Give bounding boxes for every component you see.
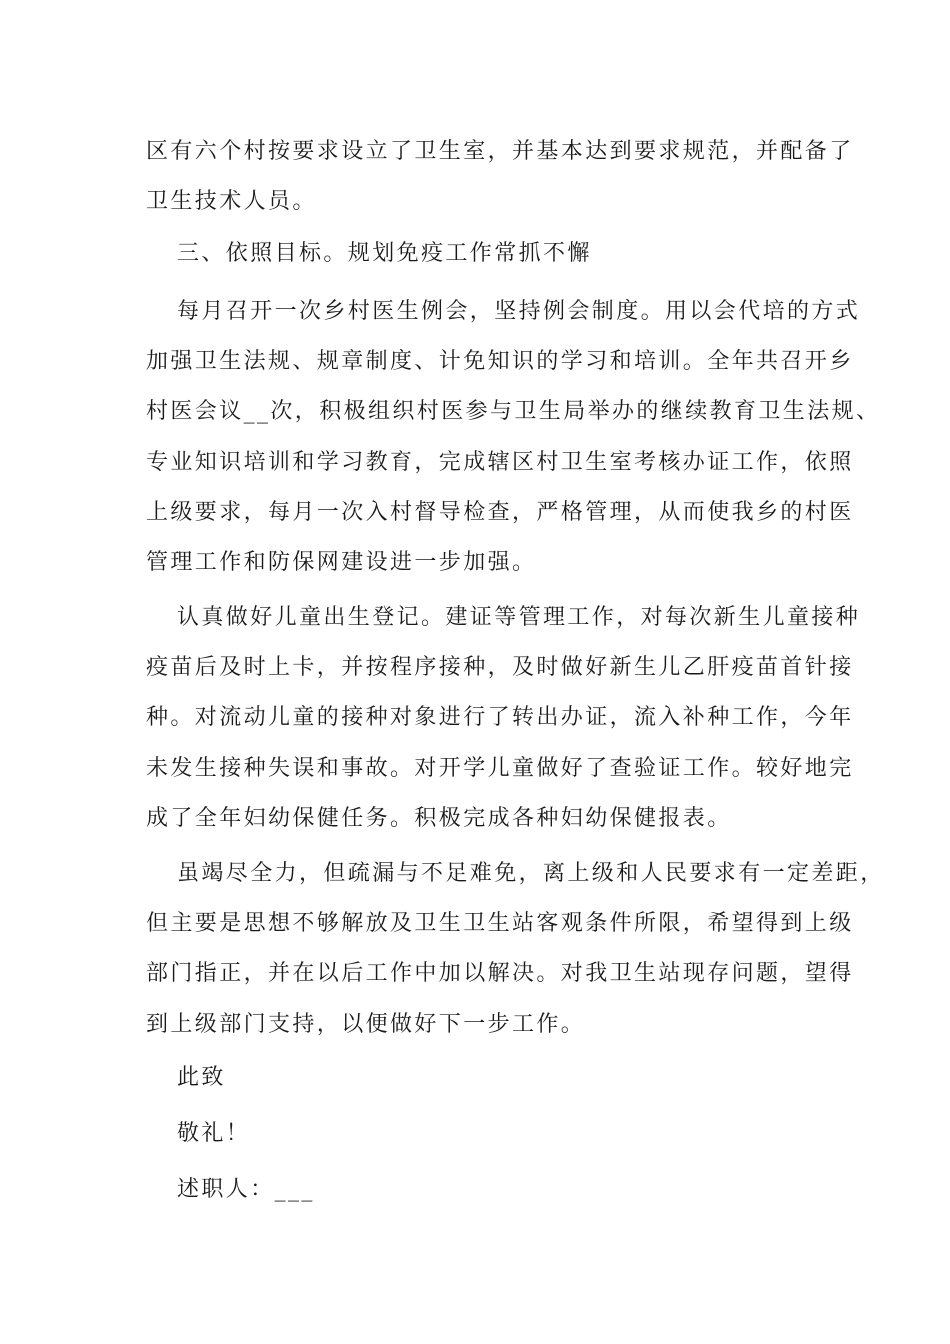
text-line: 上级要求，每月一次入村督导检查，严格管理，从而使我乡的村医 bbox=[146, 499, 854, 525]
heading-line: 三、依照目标。规划免疫工作常抓不懈 bbox=[177, 241, 592, 266]
text-line: 成了全年妇幼保健任务。积极完成各种妇幼保健报表。 bbox=[146, 805, 732, 831]
text-line: 认真做好儿童出生登记。建证等管理工作，对每次新生儿童接种 bbox=[177, 605, 861, 630]
section-heading bbox=[146, 229, 814, 279]
text-line: 加强卫生法规、规章制度、计免知识的学习和培训。全年共召开乡 bbox=[146, 349, 854, 375]
text-line: 区有六个村按要求设立了卫生室，并基本达到要求规范，并配备了 bbox=[146, 139, 854, 164]
paragraph-meetings bbox=[146, 287, 881, 588]
text-line: 每月召开一次乡村医生例会，坚持例会制度。用以会代培的方式 bbox=[177, 299, 861, 324]
text-line: 疫苗后及时上卡，并按程序接种，及时做好新生儿乙肝疫苗首针接 bbox=[146, 655, 854, 681]
text-line: 部门指正，并在以后工作中加以解决。对我卫生站现存问题，望得 bbox=[146, 961, 854, 987]
text-line: 到上级部门支持，以便做好下一步工作。 bbox=[146, 1011, 586, 1037]
text-line: 种。对流动儿童的接种对象进行了转出办证，流入补种工作，今年 bbox=[146, 705, 854, 731]
paragraph-immunization bbox=[146, 593, 861, 844]
text-line: 但主要是思想不够解放及卫生卫生站客观条件所限，希望得到上级 bbox=[146, 911, 854, 937]
text-line: 未发生接种失误和事故。对开学儿童做好了查验证工作。较好地完 bbox=[146, 755, 854, 781]
regards-line: 敬礼！ bbox=[177, 1121, 251, 1146]
closing-line: 此致 bbox=[177, 1065, 226, 1090]
closing-salutation bbox=[146, 1053, 814, 1103]
text-line: 虽竭尽全力，但疏漏与不足难免，离上级和人民要求有一定差距， bbox=[177, 861, 885, 886]
paragraph-conclusion bbox=[146, 849, 885, 1050]
text-line: 卫生技术人员。 bbox=[146, 189, 317, 215]
text-line: 村医会议__次，积极组织村医参与卫生局举办的继续教育卫生法规、 bbox=[146, 399, 881, 425]
closing-regards bbox=[146, 1109, 814, 1159]
text-line: 管理工作和防保网建设进一步加强。 bbox=[146, 549, 537, 575]
signature-label: 述职人：___ bbox=[177, 1177, 315, 1202]
signature-line bbox=[146, 1165, 814, 1215]
text-line: 专业知识培训和学习教育，完成辖区村卫生室考核办证工作，依照 bbox=[146, 449, 854, 475]
paragraph-continuation bbox=[146, 127, 854, 227]
